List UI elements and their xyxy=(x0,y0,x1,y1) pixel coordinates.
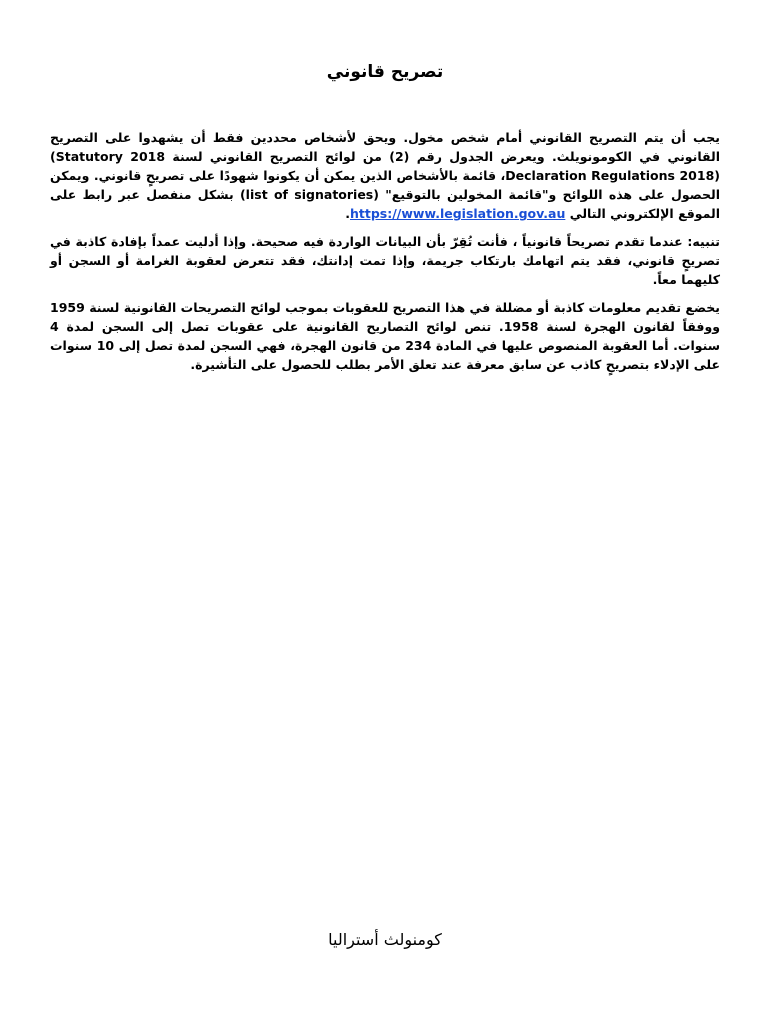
footer-commonwealth: كومنولث أستراليا xyxy=(328,930,442,949)
paragraph-warning: تنبيه: عندما تقدم تصريحاً قانونياً ، فأنت تُقِرّ بأن البيانات الواردة فيه صحيحة. وإذا أدليت عمداً بإفادة كاذبة في تصريحٍ قانوني، فقد يتم اتهامك بارتكاب جريمة، وإذا تمت إدانتك، فقد تتعرض لعقوبة الغرامة أو السجن أو كليهما معاً. xyxy=(50,234,720,287)
page-title: تصريح قانوني xyxy=(326,62,444,82)
signatories-english-name: (list of signatories) xyxy=(239,187,379,202)
paragraph-1-text-b: ، قائمة بالأشخاص الذين يمكن أن يكونوا شهودًا على تصريحٍ قانوني. ويمكن الحصول على هذه اللوائح و"قائمة المخولين بالتوقيع" xyxy=(50,168,720,202)
paragraph-1-text-a: يجب أن يتم التصريح القانوني أمام شخص مخول. ويحق لأشخاص محددين فقط أن يشهدوا على التصريح القانوني في الكومونويلث. ويعرض الجدول رقم (2) من لوائح التصريح القانوني لسنة 2018 xyxy=(50,130,721,164)
legislation-link[interactable]: https://www.legislation.gov.au xyxy=(350,206,566,221)
paragraph-1-text-c: بشكل منفصل عبر رابط على الموقع الإلكتروني التالي xyxy=(50,187,720,221)
paragraph-1-end: . xyxy=(345,206,350,221)
paragraph-penalties: يخضع تقديم معلومات كاذبة أو مضللة في هذا التصريح للعقوبات بموجب لوائح التصريحات القانونية لسنة 1959 ووفقاً لقانون الهجرة لسنة 1958. تنص لوائح التصاريح القانونية على عقوبات تصل إلى السجن لمدة 4 سنوات. أما العقوبة المنصوص عليها في المادة 234 من قانون الهجرة، فهي السجن لمدة تصل إلى 10 سنوات على الإدلاء بتصريحٍ كاذب عن سابق معرفة عند تعلق الأمر بطلب للحصول على التأشيرة. xyxy=(50,300,720,372)
regulations-english-name: (Statutory Declaration Regulations 2018) xyxy=(50,149,720,183)
document-body xyxy=(50,128,720,383)
paragraph-witness-info xyxy=(50,128,720,223)
